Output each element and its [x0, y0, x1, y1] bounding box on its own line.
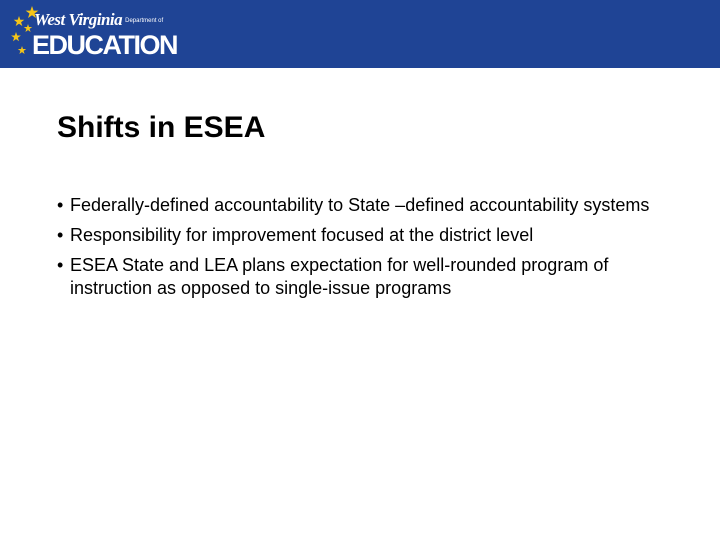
logo-department: Department of — [125, 18, 164, 25]
bullet-item — [57, 194, 687, 217]
logo-education: EDUCATION — [32, 30, 177, 60]
bullet-text: ESEA State and LEA plans expectation for well-rounded program of instruction as opposed to single-issue programs — [70, 255, 609, 298]
slide-title: Shifts in ESEA — [57, 111, 266, 144]
bullet-glyph: • — [57, 225, 64, 245]
logo-state-name: West Virginia Department of — [34, 10, 164, 29]
bullet-text: Responsibility for improvement focused at the district level — [70, 225, 534, 245]
bullet-item — [57, 224, 687, 247]
bullet-glyph: • — [57, 195, 64, 215]
bullet-list — [57, 194, 687, 307]
bullet-text: Federally-defined accountability to State –defined accountability systems — [70, 195, 650, 215]
bullet-item — [57, 254, 687, 300]
bullet-glyph: • — [57, 255, 64, 275]
header-banner — [0, 0, 720, 68]
wv-education-logo[interactable] — [10, 4, 177, 64]
